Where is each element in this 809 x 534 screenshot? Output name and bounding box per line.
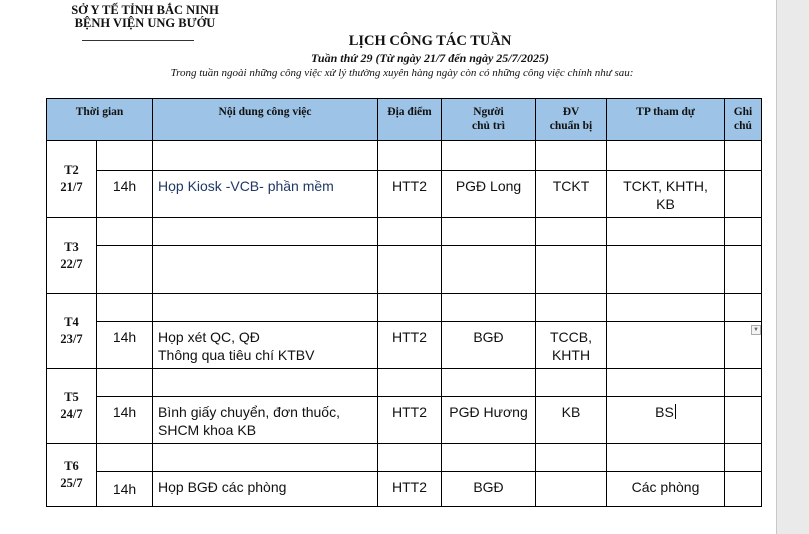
hour-cell[interactable]: 14h — [97, 472, 153, 507]
table-cell[interactable] — [442, 218, 536, 246]
day-cell-t5 — [47, 369, 97, 444]
table-cell[interactable] — [725, 294, 762, 322]
table-cell[interactable] — [97, 294, 153, 322]
content-cell[interactable]: Họp Kiosk -VCB- phần mềm — [153, 171, 378, 218]
day-code: T6 — [64, 459, 79, 473]
table-header-row — [47, 99, 762, 141]
attend-cell[interactable] — [607, 322, 725, 369]
place-cell[interactable]: HTT2 — [378, 397, 442, 444]
day-date: 24/7 — [60, 407, 83, 421]
attend-line: TCKT, KHTH, — [623, 178, 708, 194]
table-cell[interactable] — [725, 369, 762, 397]
day-date: 23/7 — [60, 332, 83, 346]
attend-cell[interactable] — [607, 171, 725, 218]
table-cell[interactable] — [442, 444, 536, 472]
table-row — [47, 218, 762, 246]
table-cell[interactable] — [536, 369, 607, 397]
table-cell[interactable] — [725, 218, 762, 246]
org-department: SỞ Y TẾ TỈNH BẮC NINH — [71, 3, 219, 17]
unit-header-line1: ĐV — [562, 106, 580, 118]
unit-cell[interactable]: KB — [536, 397, 607, 444]
day-date: 22/7 — [60, 256, 83, 271]
organization-header — [40, 4, 250, 30]
note-cell[interactable] — [725, 472, 762, 507]
table-row — [47, 322, 762, 369]
hour-cell[interactable]: 14h — [97, 397, 153, 444]
table-cell[interactable] — [536, 444, 607, 472]
schedule-table — [46, 98, 762, 507]
note-cell[interactable] — [725, 171, 762, 218]
day-cell-t6 — [47, 444, 97, 507]
text-cursor — [675, 404, 676, 419]
table-row — [47, 246, 762, 294]
table-cell[interactable] — [607, 294, 725, 322]
table-cell[interactable] — [97, 444, 153, 472]
table-cell[interactable] — [536, 218, 607, 246]
content-cell[interactable] — [153, 246, 378, 294]
table-cell[interactable] — [153, 141, 378, 171]
hour-cell[interactable]: 14h — [97, 171, 153, 218]
page-title: LỊCH CÔNG TÁC TUẦN — [348, 33, 512, 49]
unit-line: TCCB, — [550, 329, 592, 345]
table-row — [47, 397, 762, 444]
table-row — [47, 171, 762, 218]
table-cell[interactable] — [442, 141, 536, 171]
day-code: T2 — [64, 163, 79, 177]
table-cell[interactable] — [378, 141, 442, 171]
table-row — [47, 472, 762, 507]
table-cell[interactable] — [607, 218, 725, 246]
day-date: 25/7 — [60, 476, 83, 490]
unit-cell[interactable] — [536, 246, 607, 294]
day-code: T5 — [64, 390, 79, 404]
place-cell[interactable]: HTT2 — [378, 472, 442, 507]
table-cell[interactable] — [97, 141, 153, 171]
content-line: SHCM khoa KB — [158, 422, 257, 438]
table-cell[interactable] — [725, 444, 762, 472]
attend-cell[interactable]: Các phòng — [607, 472, 725, 507]
content-cell[interactable]: Họp BGĐ các phòng — [153, 472, 378, 507]
content-line: Thông qua tiêu chí KTBV — [158, 347, 315, 363]
unit-cell[interactable] — [536, 472, 607, 507]
table-cell[interactable] — [378, 294, 442, 322]
col-content-header: Nội dung công việc — [153, 99, 378, 141]
host-header-line2: chủ trì — [472, 120, 505, 132]
dropdown-arrow-icon[interactable]: ▼ — [751, 325, 761, 335]
org-hospital: BỆNH VIỆN UNG BƯỚU — [74, 16, 216, 30]
table-cell[interactable] — [607, 141, 725, 171]
place-cell[interactable] — [378, 246, 442, 294]
place-cell[interactable]: HTT2 — [378, 171, 442, 218]
day-code: T3 — [64, 239, 79, 254]
host-cell[interactable]: BGĐ — [442, 322, 536, 369]
hour-cell[interactable]: 14h — [97, 322, 153, 369]
col-note-header — [725, 99, 762, 141]
unit-line: KHTH — [551, 347, 591, 363]
table-cell[interactable] — [607, 444, 725, 472]
table-row — [47, 369, 762, 397]
col-unit-header — [536, 99, 607, 141]
col-host-header — [442, 99, 536, 141]
table-cell[interactable] — [153, 294, 378, 322]
week-subtitle: Tuần thứ 29 (Từ ngày 21/7 đến ngày 25/7/2025) — [311, 51, 549, 65]
host-cell[interactable]: PGĐ Hương — [442, 397, 536, 444]
host-cell[interactable]: PGĐ Long — [442, 171, 536, 218]
day-code: T4 — [64, 315, 79, 329]
day-cell-t3 — [47, 218, 97, 294]
place-cell[interactable]: HTT2 — [378, 322, 442, 369]
table-cell[interactable] — [442, 294, 536, 322]
table-cell[interactable] — [153, 218, 378, 246]
note-header-line2: chú — [734, 120, 752, 132]
intro-note: Trong tuần ngoài những công việc xử lý thường xuyên hàng ngày còn có những công việc chính như sau: — [170, 67, 634, 79]
day-cell-t4 — [47, 294, 97, 369]
table-row — [47, 294, 762, 322]
table-cell[interactable] — [97, 218, 153, 246]
host-cell[interactable] — [442, 246, 536, 294]
attend-cell[interactable] — [607, 397, 725, 444]
content-line: Họp xét QC, QĐ — [158, 329, 260, 345]
table-cell[interactable] — [97, 369, 153, 397]
table-cell[interactable] — [536, 294, 607, 322]
hour-cell[interactable] — [97, 246, 153, 294]
table-cell[interactable] — [378, 369, 442, 397]
attend-line: BS — [655, 404, 674, 420]
content-cell[interactable] — [153, 397, 378, 444]
table-cell[interactable] — [378, 218, 442, 246]
col-attend-header: TP tham dự — [607, 99, 725, 141]
table-cell[interactable] — [153, 444, 378, 472]
table-row — [47, 444, 762, 472]
table-cell[interactable] — [442, 369, 536, 397]
table-cell[interactable] — [536, 141, 607, 171]
attend-line: KB — [656, 196, 675, 212]
table-row — [47, 141, 762, 171]
note-header-line1: Ghi — [733, 106, 753, 118]
unit-header-line2: chuẩn bị — [549, 120, 593, 132]
host-cell[interactable]: BGĐ — [442, 472, 536, 507]
col-time-header: Thời gian — [47, 99, 153, 141]
table-cell[interactable] — [607, 369, 725, 397]
attend-cell[interactable] — [607, 246, 725, 294]
table-cell[interactable] — [378, 444, 442, 472]
unit-cell[interactable]: TCKT — [536, 171, 607, 218]
note-cell[interactable] — [725, 246, 762, 294]
table-cell[interactable] — [725, 141, 762, 171]
unit-cell[interactable] — [536, 322, 607, 369]
day-date: 21/7 — [60, 180, 83, 194]
note-cell[interactable] — [725, 397, 762, 444]
table-cell[interactable] — [153, 369, 378, 397]
col-place-header: Địa điểm — [378, 99, 442, 141]
content-line: Bình giấy chuyển, đơn thuốc, — [158, 404, 340, 420]
host-header-line1: Người — [473, 106, 504, 118]
day-cell-t2 — [47, 141, 97, 218]
content-cell[interactable] — [153, 322, 378, 369]
